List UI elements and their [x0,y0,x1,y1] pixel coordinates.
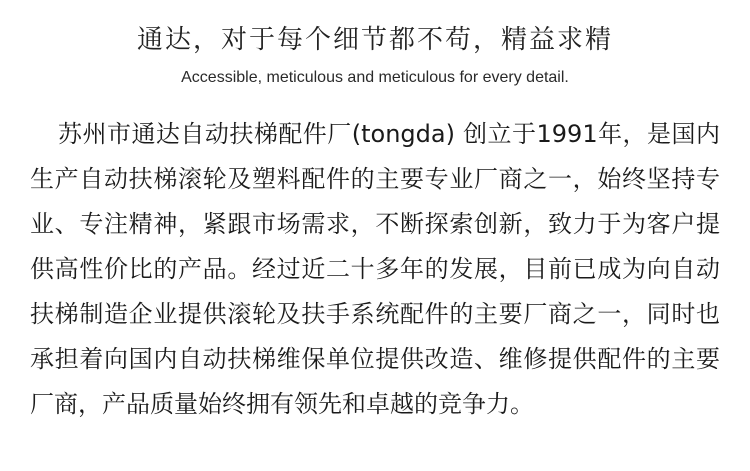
page-subtitle: Accessible, meticulous and meticulous for every detail. [181,69,569,86]
page-title: 通达，对于每个细节都不苟，精益求精 [136,25,613,55]
company-description: 苏州市通达自动扶梯配件厂(tongda) 创立于1991年，是国内生产自动扶梯滚轮及塑料配件的主要专业厂商之一，始终坚持专业、专注精神，紧跟市场需求，不断探索创新，致力于为客户提供高性价比的产品。经过近二十多年的发展，目前已成为向自动扶梯制造企业提供滚轮及扶手系统配件的主要厂商之一，同时也承担着向国内自动扶梯维保单位提供改造、维修提供配件的主要厂商，产品质量始终拥有领先和卓越的竞争力。 [30,120,720,418]
